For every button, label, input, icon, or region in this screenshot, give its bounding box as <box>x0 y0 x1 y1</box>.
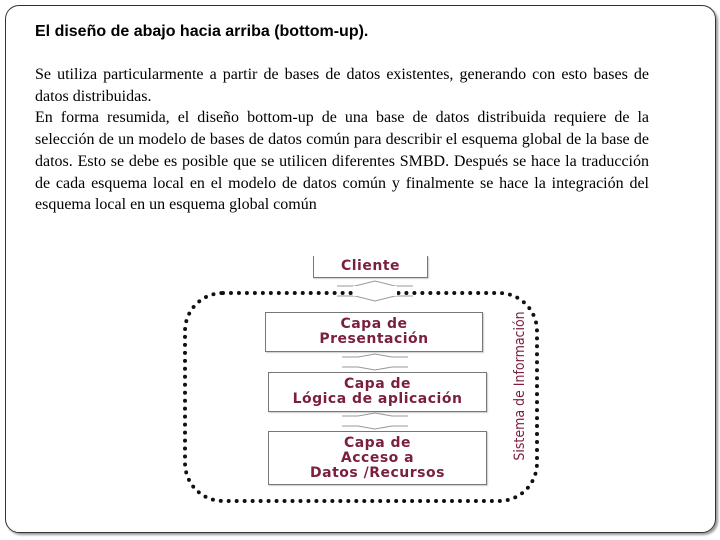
slide-title: El diseño de abajo hacia arriba (bottom-up). <box>35 23 369 40</box>
client-box <box>313 256 428 278</box>
data-access-layer-box <box>268 431 487 485</box>
double-arrow-icon <box>340 353 410 371</box>
layer-label: Presentación <box>319 331 429 347</box>
logic-layer-box <box>268 372 487 412</box>
presentation-layer-box <box>265 312 483 352</box>
layer-label: Capa de <box>343 434 412 451</box>
layer-label: Capa de <box>343 376 412 392</box>
slide-body <box>35 64 649 216</box>
layer-label: Capa de <box>340 316 408 332</box>
double-arrow-icon <box>335 279 415 303</box>
system-label: Sistema de Información <box>512 311 528 461</box>
paragraph: En forma resumida, el diseño bottom-up de una base de datos distribuida requiere de la selección de un modelo de bases de datos común para describir el esquema global de la base de datos. Esto se debe es posible que se utilicen diferentes SMBD. Después se hace la traducción de cada esquema local en el modelo de datos común y finalmente se hace la integración del esquema local en un esquema global común <box>35 109 649 214</box>
double-arrow-icon <box>340 412 410 430</box>
layer-label: Acceso a <box>340 449 415 466</box>
layer-label: Lógica de aplicación <box>292 391 463 407</box>
paragraph: Se utiliza particularmente a partir de bases de datos existentes, generando con esto bases de datos distribuidas. <box>35 66 649 105</box>
client-label: Cliente <box>340 258 401 274</box>
layer-label: Datos /Recursos <box>310 464 445 481</box>
